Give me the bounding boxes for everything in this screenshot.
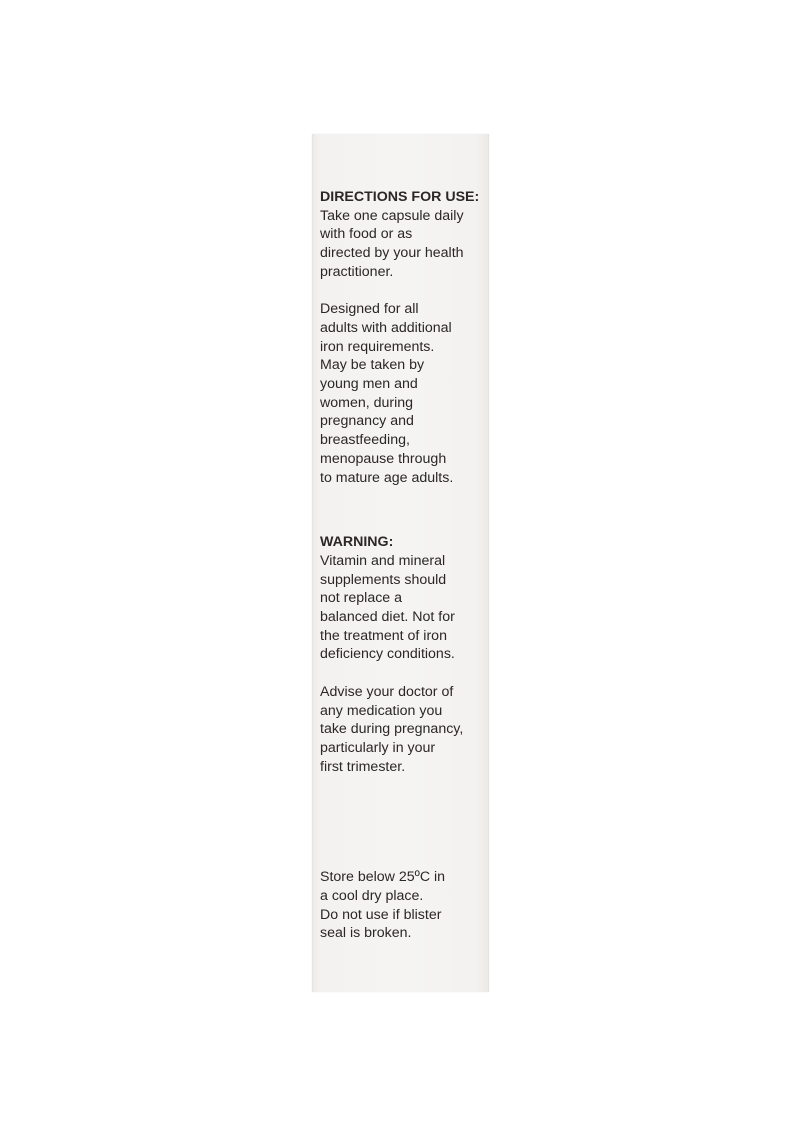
directions-line: practitioner.: [320, 263, 394, 280]
spacer: [320, 664, 486, 683]
advise-text: [320, 683, 486, 777]
designed-line: women, during: [320, 394, 414, 411]
product-box-side-panel: [312, 134, 489, 992]
storage-text: [320, 868, 486, 943]
designed-line: iron requirements.: [320, 338, 435, 355]
spacer: [320, 487, 486, 533]
storage-line: seal is broken.: [320, 925, 412, 942]
spacer: [320, 282, 486, 301]
warning-line: Vitamin and mineral: [320, 552, 446, 569]
warning-line: deficiency conditions.: [320, 646, 455, 663]
spacer: [320, 776, 486, 868]
directions-text: [320, 207, 486, 282]
advise-line: Advise your doctor of: [320, 683, 454, 700]
designed-line: to mature age adults.: [320, 469, 454, 486]
storage-line: a cool dry place.: [320, 888, 424, 905]
warning-line: supplements should: [320, 571, 447, 588]
designed-line: young men and: [320, 376, 418, 393]
panel-text: [320, 188, 486, 943]
advise-line: particularly in your: [320, 739, 436, 756]
designed-line: May be taken by: [320, 357, 425, 374]
storage-line: Store below 25ºC in: [320, 869, 446, 886]
directions-heading: DIRECTIONS FOR USE:: [320, 189, 480, 205]
warning-text: [320, 552, 486, 664]
advise-line: first trimester.: [320, 758, 406, 775]
warning-heading: WARNING:: [320, 534, 394, 551]
warning-line: the treatment of iron: [320, 627, 447, 644]
designed-for-text: [320, 300, 486, 487]
directions-line: Take one capsule daily: [320, 207, 464, 224]
designed-line: pregnancy and: [320, 413, 414, 430]
warning-line: not replace a: [320, 590, 403, 607]
advise-line: take during pregnancy,: [320, 721, 464, 738]
warning-line: balanced diet. Not for: [320, 609, 455, 626]
directions-line: directed by your health: [320, 245, 464, 262]
storage-line: Do not use if blister: [320, 906, 442, 923]
designed-line: menopause through: [320, 450, 447, 467]
designed-line: Designed for all: [320, 301, 419, 318]
advise-line: any medication you: [320, 702, 443, 719]
directions-line: with food or as: [320, 226, 413, 243]
designed-line: breastfeeding,: [320, 432, 410, 449]
designed-line: adults with additional: [320, 319, 452, 336]
